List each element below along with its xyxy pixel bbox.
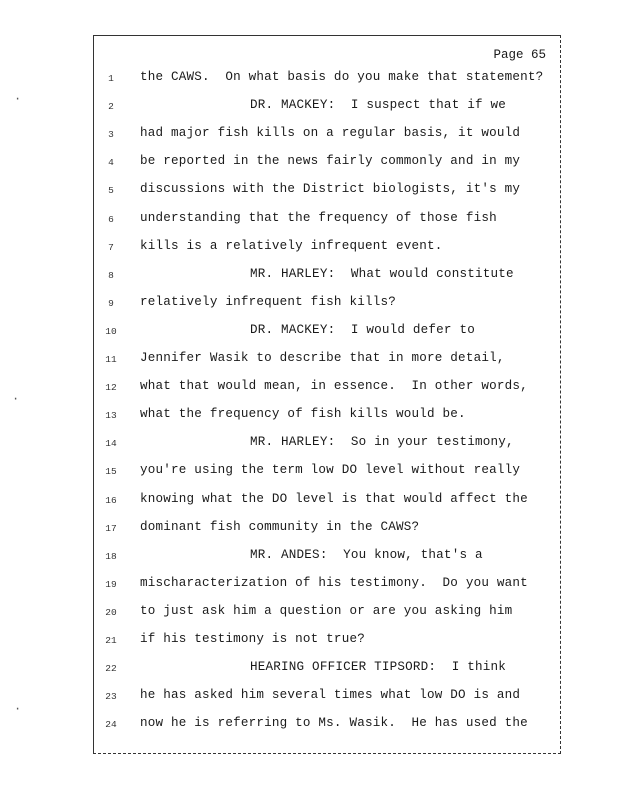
transcript-line <box>94 181 560 199</box>
line-text: he has asked him several times what low DO is and <box>140 688 521 703</box>
line-text: MR. HARLEY: So in your testimony, <box>250 435 514 450</box>
transcript-line <box>94 153 560 171</box>
line-number: 18 <box>105 550 117 562</box>
line-number: 2 <box>108 101 114 113</box>
transcript-line <box>94 378 560 396</box>
line-number: 11 <box>105 354 117 365</box>
transcript-line <box>94 603 560 621</box>
transcript-line <box>94 491 560 509</box>
line-number: 15 <box>105 466 117 478</box>
line-number: 5 <box>108 185 114 197</box>
line-text: discussions with the District biologists, it's my <box>140 182 521 197</box>
line-text: to just ask him a question or are you asking him <box>140 603 513 618</box>
transcript-line <box>94 322 560 340</box>
transcript-line <box>94 350 560 368</box>
line-text: kills is a relatively infrequent event. <box>140 238 443 253</box>
line-text: MR. ANDES: You know, that's a <box>250 547 483 562</box>
line-text: DR. MACKEY: I suspect that if we <box>250 98 506 113</box>
line-number: 13 <box>105 410 117 422</box>
line-number: 17 <box>105 522 117 534</box>
line-text: understanding that the frequency of those fish <box>140 210 497 225</box>
line-number: 21 <box>105 635 117 646</box>
line-number: 1 <box>108 73 114 84</box>
transcript-line <box>94 210 560 228</box>
line-number: 23 <box>105 691 117 703</box>
transcript-line <box>94 238 560 256</box>
transcript-line <box>94 547 560 565</box>
transcript-line <box>94 519 560 537</box>
line-text: be reported in the news fairly commonly and in my <box>140 154 521 169</box>
line-text: MR. HARLEY: What would constitute <box>250 266 514 281</box>
margin-mark: · <box>14 92 22 106</box>
transcript-line <box>94 631 560 649</box>
line-text: you're using the term low DO level without really <box>140 463 521 478</box>
line-text: knowing what the DO level is that would affect the <box>140 491 528 506</box>
line-number: 4 <box>108 157 114 169</box>
line-number: 14 <box>105 438 117 450</box>
transcript-line <box>94 125 560 143</box>
margin-mark: · <box>12 392 20 406</box>
line-number: 9 <box>108 297 114 309</box>
transcript-line <box>94 69 560 87</box>
transcript-line <box>94 294 560 312</box>
line-text: dominant fish community in the CAWS? <box>140 519 420 534</box>
transcript-line <box>94 266 560 284</box>
line-text: if his testimony is not true? <box>140 632 365 646</box>
margin-mark: · <box>14 702 22 716</box>
line-number: 22 <box>105 663 117 675</box>
transcript-line <box>94 434 560 452</box>
line-text: Jennifer Wasik to describe that in more detail, <box>140 351 505 365</box>
line-text: mischaracterization of his testimony. Do you want <box>140 575 528 590</box>
line-number: 19 <box>105 578 117 590</box>
line-number: 16 <box>105 494 117 506</box>
page-number: Page 65 <box>493 48 546 62</box>
line-number: 12 <box>105 382 117 394</box>
transcript-line <box>94 97 560 115</box>
line-text: the CAWS. On what basis do you make that statement? <box>140 70 544 84</box>
line-number: 3 <box>108 129 114 141</box>
line-number: 10 <box>105 325 117 337</box>
line-text: now he is referring to Ms. Wasik. He has used the <box>140 716 528 731</box>
transcript-line <box>94 715 560 733</box>
line-text: HEARING OFFICER TIPSORD: I think <box>250 660 506 675</box>
transcript-line <box>94 659 560 677</box>
transcript-line <box>94 687 560 705</box>
line-number: 24 <box>105 719 117 731</box>
line-number: 8 <box>108 269 114 281</box>
line-text: DR. MACKEY: I would defer to <box>250 322 475 337</box>
line-text: relatively infrequent fish kills? <box>140 294 396 309</box>
transcript-page <box>93 35 561 754</box>
line-number: 20 <box>105 606 117 618</box>
line-text: what the frequency of fish kills would be. <box>140 407 466 422</box>
line-number: 6 <box>108 213 114 225</box>
line-text: had major fish kills on a regular basis, it would <box>140 126 521 141</box>
transcript-line <box>94 462 560 480</box>
transcript-line <box>94 575 560 593</box>
line-text: what that would mean, in essence. In other words, <box>140 379 528 394</box>
transcript-line <box>94 406 560 424</box>
line-number: 7 <box>108 241 114 253</box>
